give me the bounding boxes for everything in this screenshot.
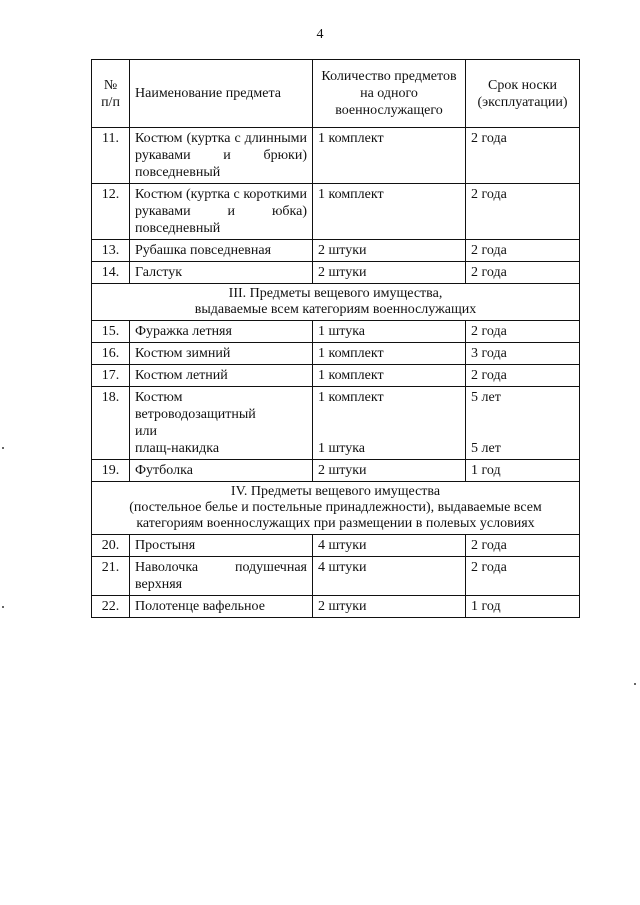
section-iii-heading bbox=[92, 284, 580, 321]
table-row bbox=[92, 535, 580, 557]
item-name-line: плащ-накидка bbox=[135, 441, 220, 456]
row-number: 21. bbox=[92, 557, 130, 596]
table-row bbox=[92, 128, 580, 184]
table-row bbox=[92, 596, 580, 618]
table-row bbox=[92, 184, 580, 240]
table-row bbox=[92, 387, 580, 460]
item-name: Простыня bbox=[130, 535, 313, 557]
row-number: 20. bbox=[92, 535, 130, 557]
item-term: 1 год bbox=[466, 596, 580, 618]
section-header-row bbox=[92, 284, 580, 321]
item-name: Наволочка подушечная верхняя bbox=[130, 557, 313, 596]
item-name-line: ветроводозащитный bbox=[135, 407, 256, 422]
item-term-line: 5 лет bbox=[471, 390, 501, 405]
table-row bbox=[92, 262, 580, 284]
item-term: 2 года bbox=[466, 184, 580, 240]
item-term: 1 год bbox=[466, 460, 580, 482]
section-iii-line-2: выдаваемые всем категориям военнослужащих bbox=[194, 302, 477, 317]
item-name: Полотенце вафельное bbox=[130, 596, 313, 618]
item-quantity: 1 комплект bbox=[313, 343, 466, 365]
header-name: Наименование предмета bbox=[130, 60, 313, 128]
scan-speck bbox=[2, 606, 4, 608]
scan-speck bbox=[2, 447, 4, 449]
item-quantity: 2 штуки bbox=[313, 262, 466, 284]
row-number: 19. bbox=[92, 460, 130, 482]
row-number: 16. bbox=[92, 343, 130, 365]
row-number: 18. bbox=[92, 387, 130, 460]
item-quantity: 2 штуки bbox=[313, 240, 466, 262]
page-number: 4 bbox=[316, 27, 324, 42]
row-number: 14. bbox=[92, 262, 130, 284]
item-term: 2 года bbox=[466, 535, 580, 557]
item-name: Костюм (куртка с короткими рукавами и юбка) повседневный bbox=[130, 184, 313, 240]
table-row bbox=[92, 343, 580, 365]
item-name: Рубашка повседневная bbox=[130, 240, 313, 262]
item-quantity: 2 штуки bbox=[313, 460, 466, 482]
table-row bbox=[92, 460, 580, 482]
scan-speck bbox=[634, 683, 636, 685]
row-number: 17. bbox=[92, 365, 130, 387]
item-quantity: 4 штуки bbox=[313, 557, 466, 596]
item-term: 2 года bbox=[466, 128, 580, 184]
row-number: 15. bbox=[92, 321, 130, 343]
item-name: Костюм (куртка с длинными рукавами и брюки) повседневный bbox=[130, 128, 313, 184]
table-row bbox=[92, 321, 580, 343]
item-term: 2 года bbox=[466, 557, 580, 596]
row-number: 12. bbox=[92, 184, 130, 240]
item-quantity-line: 1 комплект bbox=[318, 390, 384, 405]
item-term: 2 года bbox=[466, 240, 580, 262]
row-number: 22. bbox=[92, 596, 130, 618]
header-term: Срок носки (эксплуатации) bbox=[466, 60, 580, 128]
item-term-line: 5 лет bbox=[471, 441, 501, 456]
table-row bbox=[92, 557, 580, 596]
table-row bbox=[92, 365, 580, 387]
header-num: № п/п bbox=[92, 60, 130, 128]
section-iv-line-3: категориям военнослужащих при размещении в полевых условиях bbox=[136, 516, 535, 531]
item-name: Футболка bbox=[130, 460, 313, 482]
item-name: Галстук bbox=[130, 262, 313, 284]
header-row bbox=[92, 60, 580, 128]
item-quantity: 1 комплект bbox=[313, 365, 466, 387]
section-iii-line-1: III. Предметы вещевого имущества, bbox=[228, 286, 443, 301]
item-term: 2 года bbox=[466, 365, 580, 387]
section-header-row bbox=[92, 482, 580, 535]
item-name: Костюм летний bbox=[130, 365, 313, 387]
section-iv-line-2: (постельное белье и постельные принадлежности), выдаваемые всем bbox=[129, 500, 542, 515]
item-name-line: Костюм bbox=[135, 390, 183, 405]
item-quantity: 4 штуки bbox=[313, 535, 466, 557]
items-table bbox=[91, 59, 580, 618]
row-number: 11. bbox=[92, 128, 130, 184]
item-quantity-line: 1 штука bbox=[318, 441, 366, 456]
item-term bbox=[466, 387, 580, 460]
item-name bbox=[130, 387, 313, 460]
item-term: 2 года bbox=[466, 262, 580, 284]
header-quantity: Количество предметов на одного военнослужащего bbox=[313, 60, 466, 128]
item-quantity: 1 штука bbox=[313, 321, 466, 343]
item-quantity: 2 штуки bbox=[313, 596, 466, 618]
item-name: Костюм зимний bbox=[130, 343, 313, 365]
item-term: 3 года bbox=[466, 343, 580, 365]
item-quantity bbox=[313, 387, 466, 460]
item-name-line: или bbox=[135, 424, 157, 439]
table-row bbox=[92, 240, 580, 262]
row-number: 13. bbox=[92, 240, 130, 262]
item-term: 2 года bbox=[466, 321, 580, 343]
section-iv-heading bbox=[92, 482, 580, 535]
section-iv-line-1: IV. Предметы вещевого имущества bbox=[230, 484, 441, 499]
item-quantity: 1 комплект bbox=[313, 184, 466, 240]
item-quantity: 1 комплект bbox=[313, 128, 466, 184]
item-name: Фуражка летняя bbox=[130, 321, 313, 343]
